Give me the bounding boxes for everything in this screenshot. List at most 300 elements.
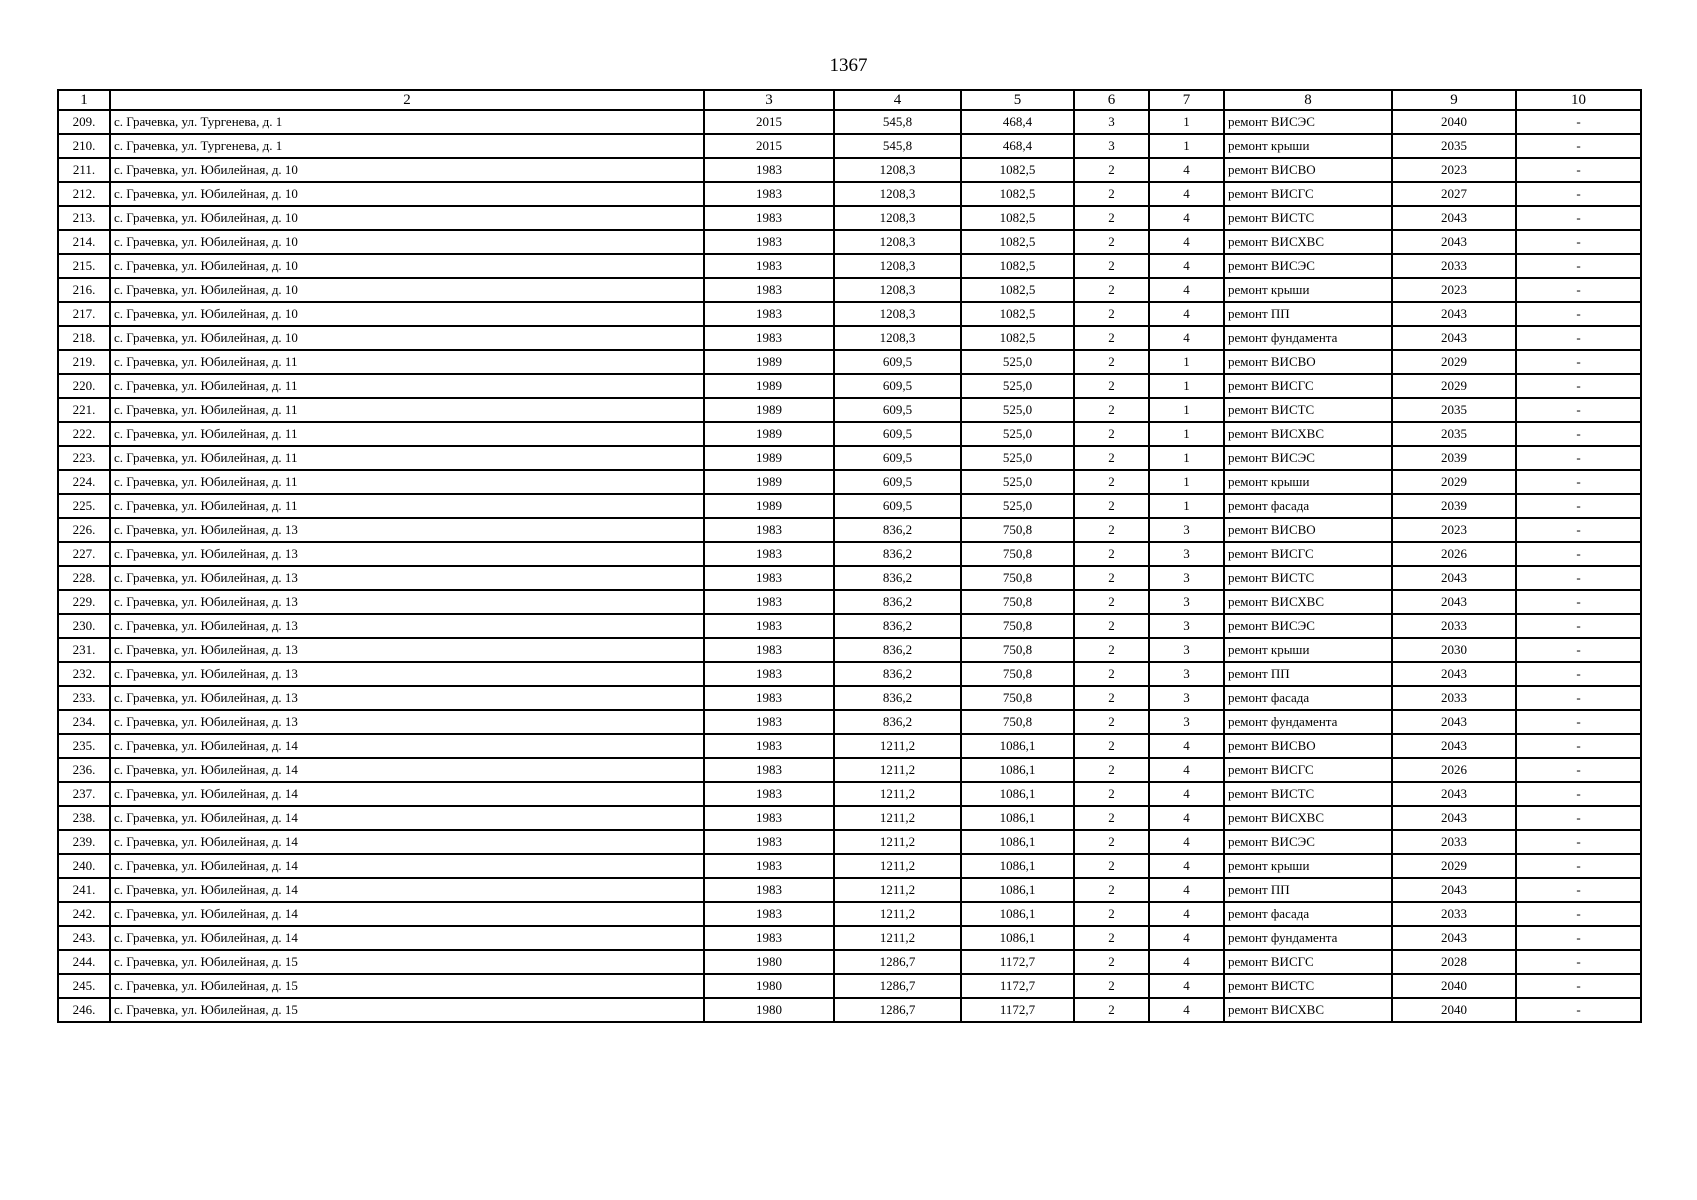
cell-year: 1983	[704, 542, 834, 566]
cell-year: 1989	[704, 398, 834, 422]
cell-living-area: 525,0	[961, 470, 1074, 494]
cell-note: -	[1516, 422, 1641, 446]
cell-living-area: 750,8	[961, 566, 1074, 590]
cell-address: с. Грачевка, ул. Юбилейная, д. 14	[110, 902, 704, 926]
cell-living-area: 1082,5	[961, 254, 1074, 278]
cell-row-number: 227.	[58, 542, 110, 566]
cell-year: 1983	[704, 518, 834, 542]
cell-planned-year: 2033	[1392, 902, 1516, 926]
cell-planned-year: 2039	[1392, 494, 1516, 518]
cell-planned-year: 2029	[1392, 374, 1516, 398]
cell-address: с. Грачевка, ул. Юбилейная, д. 10	[110, 230, 704, 254]
cell-note: -	[1516, 998, 1641, 1022]
cell-living-area: 1086,1	[961, 902, 1074, 926]
table-row	[58, 110, 1641, 134]
table-row	[58, 230, 1641, 254]
cell-floors: 2	[1074, 758, 1149, 782]
cell-floors: 2	[1074, 710, 1149, 734]
cell-living-area: 1082,5	[961, 302, 1074, 326]
cell-year: 1983	[704, 926, 834, 950]
cell-note: -	[1516, 614, 1641, 638]
cell-planned-year: 2029	[1392, 854, 1516, 878]
cell-year: 1980	[704, 998, 834, 1022]
cell-planned-year: 2043	[1392, 710, 1516, 734]
cell-address: с. Грачевка, ул. Юбилейная, д. 14	[110, 758, 704, 782]
cell-planned-year: 2029	[1392, 470, 1516, 494]
table-row	[58, 614, 1641, 638]
cell-total-area: 545,8	[834, 134, 961, 158]
data-table	[57, 89, 1642, 1023]
cell-floors: 2	[1074, 734, 1149, 758]
cell-living-area: 1086,1	[961, 758, 1074, 782]
cell-entrances: 4	[1149, 182, 1224, 206]
cell-work-type: ремонт ВИСВО	[1224, 518, 1392, 542]
cell-floors: 2	[1074, 782, 1149, 806]
cell-entrances: 4	[1149, 302, 1224, 326]
cell-address: с. Грачевка, ул. Юбилейная, д. 14	[110, 854, 704, 878]
cell-planned-year: 2023	[1392, 278, 1516, 302]
cell-living-area: 525,0	[961, 446, 1074, 470]
cell-total-area: 836,2	[834, 638, 961, 662]
cell-work-type: ремонт крыши	[1224, 278, 1392, 302]
table-row	[58, 854, 1641, 878]
cell-note: -	[1516, 350, 1641, 374]
cell-note: -	[1516, 134, 1641, 158]
cell-living-area: 1086,1	[961, 782, 1074, 806]
cell-entrances: 4	[1149, 326, 1224, 350]
table-row	[58, 638, 1641, 662]
cell-work-type: ремонт ВИСВО	[1224, 350, 1392, 374]
cell-living-area: 468,4	[961, 110, 1074, 134]
cell-address: с. Грачевка, ул. Юбилейная, д. 10	[110, 206, 704, 230]
cell-work-type: ремонт ВИСГС	[1224, 182, 1392, 206]
cell-entrances: 3	[1149, 686, 1224, 710]
table-row	[58, 782, 1641, 806]
cell-address: с. Грачевка, ул. Юбилейная, д. 11	[110, 446, 704, 470]
cell-living-area: 468,4	[961, 134, 1074, 158]
cell-planned-year: 2043	[1392, 566, 1516, 590]
cell-floors: 2	[1074, 686, 1149, 710]
cell-row-number: 235.	[58, 734, 110, 758]
cell-work-type: ремонт ВИСЭС	[1224, 614, 1392, 638]
cell-entrances: 3	[1149, 638, 1224, 662]
cell-planned-year: 2043	[1392, 206, 1516, 230]
table-row	[58, 206, 1641, 230]
cell-planned-year: 2028	[1392, 950, 1516, 974]
cell-living-area: 1082,5	[961, 326, 1074, 350]
table-row	[58, 278, 1641, 302]
cell-floors: 2	[1074, 566, 1149, 590]
cell-address: с. Грачевка, ул. Юбилейная, д. 11	[110, 374, 704, 398]
cell-total-area: 1211,2	[834, 758, 961, 782]
cell-floors: 2	[1074, 446, 1149, 470]
cell-total-area: 1211,2	[834, 806, 961, 830]
cell-total-area: 1211,2	[834, 782, 961, 806]
cell-planned-year: 2043	[1392, 878, 1516, 902]
cell-living-area: 1086,1	[961, 734, 1074, 758]
table-row	[58, 998, 1641, 1022]
cell-floors: 2	[1074, 494, 1149, 518]
cell-entrances: 3	[1149, 542, 1224, 566]
cell-note: -	[1516, 326, 1641, 350]
cell-row-number: 244.	[58, 950, 110, 974]
cell-note: -	[1516, 374, 1641, 398]
cell-row-number: 220.	[58, 374, 110, 398]
cell-work-type: ремонт ПП	[1224, 662, 1392, 686]
cell-living-area: 750,8	[961, 590, 1074, 614]
cell-row-number: 233.	[58, 686, 110, 710]
cell-living-area: 1086,1	[961, 878, 1074, 902]
cell-address: с. Грачевка, ул. Юбилейная, д. 13	[110, 686, 704, 710]
cell-note: -	[1516, 182, 1641, 206]
cell-row-number: 213.	[58, 206, 110, 230]
cell-year: 1983	[704, 230, 834, 254]
cell-row-number: 234.	[58, 710, 110, 734]
cell-total-area: 1211,2	[834, 734, 961, 758]
cell-work-type: ремонт ВИСВО	[1224, 734, 1392, 758]
cell-floors: 2	[1074, 854, 1149, 878]
cell-note: -	[1516, 470, 1641, 494]
cell-floors: 2	[1074, 302, 1149, 326]
table-row	[58, 878, 1641, 902]
cell-row-number: 221.	[58, 398, 110, 422]
cell-planned-year: 2026	[1392, 758, 1516, 782]
cell-floors: 2	[1074, 902, 1149, 926]
cell-note: -	[1516, 542, 1641, 566]
cell-total-area: 1208,3	[834, 206, 961, 230]
table-row	[58, 494, 1641, 518]
cell-total-area: 609,5	[834, 374, 961, 398]
column-header: 1	[58, 90, 110, 110]
cell-planned-year: 2043	[1392, 662, 1516, 686]
cell-living-area: 750,8	[961, 638, 1074, 662]
column-header: 2	[110, 90, 704, 110]
cell-row-number: 212.	[58, 182, 110, 206]
cell-year: 1983	[704, 830, 834, 854]
cell-row-number: 245.	[58, 974, 110, 998]
cell-planned-year: 2043	[1392, 590, 1516, 614]
header-row	[58, 90, 1641, 110]
cell-entrances: 4	[1149, 758, 1224, 782]
cell-row-number: 218.	[58, 326, 110, 350]
cell-note: -	[1516, 494, 1641, 518]
table-body	[58, 110, 1641, 1022]
cell-planned-year: 2035	[1392, 134, 1516, 158]
cell-planned-year: 2026	[1392, 542, 1516, 566]
cell-year: 1980	[704, 974, 834, 998]
cell-work-type: ремонт фасада	[1224, 902, 1392, 926]
table-row	[58, 446, 1641, 470]
cell-note: -	[1516, 734, 1641, 758]
cell-address: с. Грачевка, ул. Юбилейная, д. 14	[110, 734, 704, 758]
cell-entrances: 3	[1149, 518, 1224, 542]
cell-floors: 2	[1074, 974, 1149, 998]
column-header: 5	[961, 90, 1074, 110]
cell-total-area: 836,2	[834, 590, 961, 614]
cell-note: -	[1516, 206, 1641, 230]
cell-entrances: 3	[1149, 566, 1224, 590]
cell-living-area: 1082,5	[961, 206, 1074, 230]
cell-note: -	[1516, 110, 1641, 134]
cell-address: с. Грачевка, ул. Юбилейная, д. 14	[110, 782, 704, 806]
cell-total-area: 1211,2	[834, 830, 961, 854]
cell-address: с. Грачевка, ул. Юбилейная, д. 14	[110, 878, 704, 902]
table-row	[58, 974, 1641, 998]
cell-planned-year: 2030	[1392, 638, 1516, 662]
cell-total-area: 1211,2	[834, 854, 961, 878]
cell-total-area: 836,2	[834, 710, 961, 734]
cell-floors: 2	[1074, 374, 1149, 398]
cell-work-type: ремонт крыши	[1224, 854, 1392, 878]
cell-total-area: 1211,2	[834, 878, 961, 902]
cell-year: 1989	[704, 494, 834, 518]
cell-floors: 3	[1074, 110, 1149, 134]
cell-living-area: 525,0	[961, 398, 1074, 422]
cell-living-area: 750,8	[961, 518, 1074, 542]
cell-row-number: 222.	[58, 422, 110, 446]
cell-address: с. Грачевка, ул. Юбилейная, д. 14	[110, 830, 704, 854]
cell-entrances: 4	[1149, 230, 1224, 254]
cell-address: с. Грачевка, ул. Юбилейная, д. 11	[110, 350, 704, 374]
column-header: 10	[1516, 90, 1641, 110]
cell-entrances: 4	[1149, 206, 1224, 230]
table-header	[58, 90, 1641, 110]
cell-year: 2015	[704, 134, 834, 158]
cell-year: 1983	[704, 206, 834, 230]
cell-address: с. Грачевка, ул. Юбилейная, д. 10	[110, 278, 704, 302]
cell-work-type: ремонт ВИСТС	[1224, 398, 1392, 422]
cell-planned-year: 2033	[1392, 686, 1516, 710]
cell-note: -	[1516, 302, 1641, 326]
cell-living-area: 750,8	[961, 710, 1074, 734]
cell-address: с. Грачевка, ул. Юбилейная, д. 10	[110, 326, 704, 350]
cell-living-area: 1082,5	[961, 230, 1074, 254]
cell-total-area: 836,2	[834, 662, 961, 686]
cell-work-type: ремонт ВИСТС	[1224, 206, 1392, 230]
cell-entrances: 4	[1149, 782, 1224, 806]
cell-planned-year: 2040	[1392, 974, 1516, 998]
cell-entrances: 4	[1149, 998, 1224, 1022]
cell-note: -	[1516, 518, 1641, 542]
cell-row-number: 224.	[58, 470, 110, 494]
table-row	[58, 542, 1641, 566]
cell-entrances: 4	[1149, 158, 1224, 182]
cell-row-number: 236.	[58, 758, 110, 782]
cell-total-area: 1208,3	[834, 158, 961, 182]
cell-living-area: 1172,7	[961, 998, 1074, 1022]
cell-work-type: ремонт ВИСЭС	[1224, 254, 1392, 278]
column-header: 6	[1074, 90, 1149, 110]
table-row	[58, 158, 1641, 182]
cell-note: -	[1516, 782, 1641, 806]
cell-floors: 2	[1074, 518, 1149, 542]
cell-floors: 3	[1074, 134, 1149, 158]
cell-planned-year: 2033	[1392, 614, 1516, 638]
cell-living-area: 525,0	[961, 422, 1074, 446]
table-row	[58, 398, 1641, 422]
cell-entrances: 1	[1149, 374, 1224, 398]
cell-total-area: 1286,7	[834, 974, 961, 998]
cell-planned-year: 2023	[1392, 518, 1516, 542]
cell-address: с. Грачевка, ул. Юбилейная, д. 14	[110, 926, 704, 950]
column-header: 7	[1149, 90, 1224, 110]
cell-row-number: 232.	[58, 662, 110, 686]
cell-planned-year: 2043	[1392, 734, 1516, 758]
cell-address: с. Грачевка, ул. Юбилейная, д. 10	[110, 302, 704, 326]
cell-address: с. Грачевка, ул. Юбилейная, д. 13	[110, 542, 704, 566]
cell-entrances: 4	[1149, 974, 1224, 998]
cell-total-area: 1208,3	[834, 326, 961, 350]
cell-entrances: 3	[1149, 590, 1224, 614]
cell-year: 1980	[704, 950, 834, 974]
cell-total-area: 836,2	[834, 542, 961, 566]
cell-planned-year: 2043	[1392, 302, 1516, 326]
cell-note: -	[1516, 878, 1641, 902]
cell-year: 1989	[704, 374, 834, 398]
cell-living-area: 1082,5	[961, 278, 1074, 302]
cell-year: 1983	[704, 734, 834, 758]
cell-work-type: ремонт крыши	[1224, 134, 1392, 158]
cell-entrances: 1	[1149, 350, 1224, 374]
cell-year: 1983	[704, 158, 834, 182]
cell-living-area: 750,8	[961, 542, 1074, 566]
cell-note: -	[1516, 278, 1641, 302]
cell-living-area: 525,0	[961, 374, 1074, 398]
cell-address: с. Грачевка, ул. Юбилейная, д. 11	[110, 398, 704, 422]
cell-total-area: 836,2	[834, 518, 961, 542]
cell-address: с. Грачевка, ул. Юбилейная, д. 13	[110, 710, 704, 734]
cell-floors: 2	[1074, 830, 1149, 854]
cell-work-type: ремонт фундамента	[1224, 326, 1392, 350]
cell-address: с. Грачевка, ул. Юбилейная, д. 14	[110, 806, 704, 830]
cell-work-type: ремонт ВИСХВС	[1224, 590, 1392, 614]
cell-note: -	[1516, 758, 1641, 782]
cell-address: с. Грачевка, ул. Юбилейная, д. 10	[110, 158, 704, 182]
cell-entrances: 3	[1149, 614, 1224, 638]
cell-floors: 2	[1074, 542, 1149, 566]
table-row	[58, 134, 1641, 158]
table-row	[58, 902, 1641, 926]
cell-row-number: 215.	[58, 254, 110, 278]
cell-row-number: 209.	[58, 110, 110, 134]
cell-note: -	[1516, 662, 1641, 686]
cell-note: -	[1516, 830, 1641, 854]
cell-year: 1983	[704, 686, 834, 710]
cell-row-number: 246.	[58, 998, 110, 1022]
cell-living-area: 1082,5	[961, 158, 1074, 182]
table-row	[58, 686, 1641, 710]
cell-floors: 2	[1074, 398, 1149, 422]
cell-year: 1983	[704, 758, 834, 782]
cell-entrances: 4	[1149, 806, 1224, 830]
cell-year: 1989	[704, 470, 834, 494]
cell-total-area: 1208,3	[834, 230, 961, 254]
cell-entrances: 1	[1149, 446, 1224, 470]
cell-floors: 2	[1074, 878, 1149, 902]
cell-planned-year: 2043	[1392, 806, 1516, 830]
cell-living-area: 525,0	[961, 494, 1074, 518]
cell-work-type: ремонт ВИСТС	[1224, 566, 1392, 590]
cell-living-area: 750,8	[961, 662, 1074, 686]
cell-address: с. Грачевка, ул. Юбилейная, д. 13	[110, 614, 704, 638]
cell-total-area: 1208,3	[834, 182, 961, 206]
cell-row-number: 210.	[58, 134, 110, 158]
cell-note: -	[1516, 806, 1641, 830]
column-header: 3	[704, 90, 834, 110]
cell-floors: 2	[1074, 158, 1149, 182]
cell-total-area: 1286,7	[834, 998, 961, 1022]
cell-floors: 2	[1074, 206, 1149, 230]
cell-work-type: ремонт фундамента	[1224, 710, 1392, 734]
cell-work-type: ремонт ВИСЭС	[1224, 446, 1392, 470]
cell-total-area: 545,8	[834, 110, 961, 134]
cell-row-number: 230.	[58, 614, 110, 638]
cell-floors: 2	[1074, 590, 1149, 614]
cell-note: -	[1516, 950, 1641, 974]
cell-address: с. Грачевка, ул. Юбилейная, д. 13	[110, 566, 704, 590]
cell-total-area: 609,5	[834, 470, 961, 494]
cell-total-area: 1208,3	[834, 254, 961, 278]
table-row	[58, 758, 1641, 782]
cell-row-number: 211.	[58, 158, 110, 182]
cell-row-number: 229.	[58, 590, 110, 614]
cell-note: -	[1516, 590, 1641, 614]
cell-entrances: 1	[1149, 398, 1224, 422]
cell-floors: 2	[1074, 230, 1149, 254]
cell-total-area: 609,5	[834, 422, 961, 446]
cell-work-type: ремонт крыши	[1224, 470, 1392, 494]
cell-total-area: 836,2	[834, 686, 961, 710]
column-header: 9	[1392, 90, 1516, 110]
cell-row-number: 226.	[58, 518, 110, 542]
cell-floors: 2	[1074, 638, 1149, 662]
cell-entrances: 4	[1149, 926, 1224, 950]
cell-total-area: 609,5	[834, 446, 961, 470]
cell-note: -	[1516, 566, 1641, 590]
cell-year: 1983	[704, 782, 834, 806]
cell-address: с. Грачевка, ул. Юбилейная, д. 13	[110, 590, 704, 614]
table-row	[58, 662, 1641, 686]
cell-planned-year: 2033	[1392, 830, 1516, 854]
table-row	[58, 734, 1641, 758]
table-row	[58, 302, 1641, 326]
cell-address: с. Грачевка, ул. Тургенева, д. 1	[110, 134, 704, 158]
table-row	[58, 830, 1641, 854]
cell-row-number: 219.	[58, 350, 110, 374]
cell-entrances: 4	[1149, 830, 1224, 854]
table-row	[58, 470, 1641, 494]
cell-total-area: 1208,3	[834, 302, 961, 326]
cell-planned-year: 2033	[1392, 254, 1516, 278]
cell-work-type: ремонт крыши	[1224, 638, 1392, 662]
cell-work-type: ремонт ВИСГС	[1224, 950, 1392, 974]
cell-year: 1983	[704, 638, 834, 662]
cell-note: -	[1516, 710, 1641, 734]
cell-floors: 2	[1074, 182, 1149, 206]
cell-year: 1983	[704, 854, 834, 878]
cell-row-number: 241.	[58, 878, 110, 902]
cell-entrances: 4	[1149, 950, 1224, 974]
cell-year: 1983	[704, 278, 834, 302]
table-row	[58, 254, 1641, 278]
cell-total-area: 1208,3	[834, 278, 961, 302]
cell-year: 1983	[704, 806, 834, 830]
cell-floors: 2	[1074, 422, 1149, 446]
cell-floors: 2	[1074, 326, 1149, 350]
cell-work-type: ремонт фасада	[1224, 494, 1392, 518]
cell-floors: 2	[1074, 806, 1149, 830]
cell-year: 1983	[704, 302, 834, 326]
